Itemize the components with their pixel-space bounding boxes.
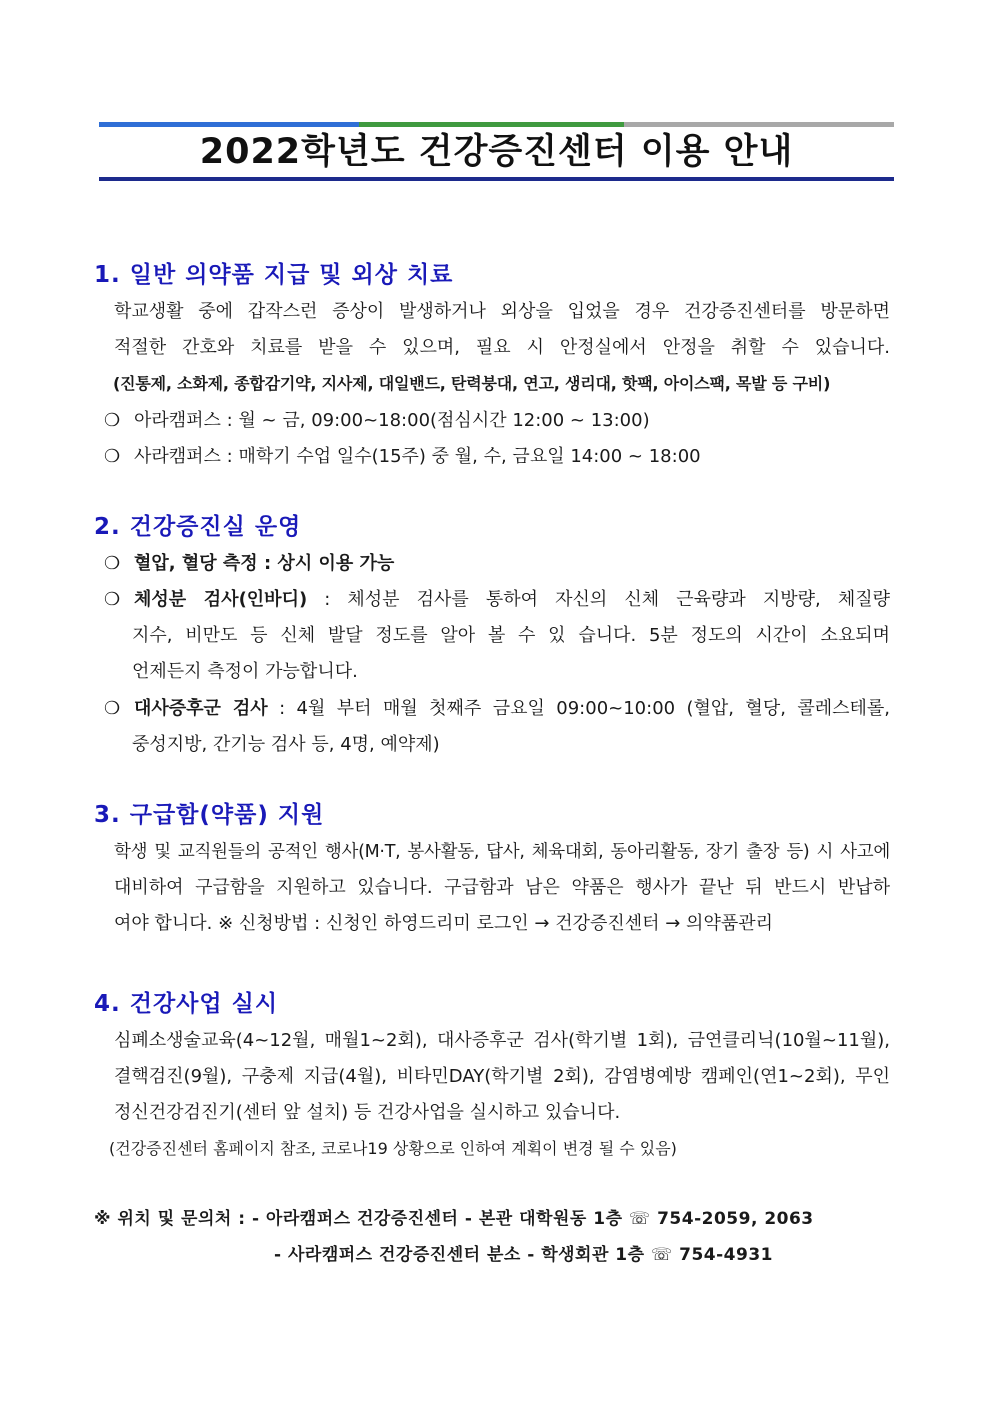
section-2-inbody-line-2: 지수, 비만도 등 신체 발달 정도를 알아 볼 수 있 습니다. 5분 정도의 시간이 소요되며 bbox=[132, 625, 890, 646]
section-3-heading: 3. 구급함(약품) 지원 bbox=[94, 802, 325, 828]
inbody-description: : 체성분 검사를 통하여 자신의 신체 근육량과 지방량, 체질량 bbox=[307, 589, 890, 610]
section-4-heading: 4. 건강사업 실시 bbox=[94, 991, 279, 1017]
bullet-circle-icon: ❍ bbox=[104, 410, 121, 431]
contact-line-ara: ※ 위치 및 문의처 : - 아라캠퍼스 건강증진센터 - 본관 대학원동 1층 ☏ 754-2059, 2063 bbox=[94, 1209, 814, 1229]
title-top-bar bbox=[99, 122, 894, 127]
title-bottom-bar bbox=[99, 177, 894, 181]
metabolic-test-label: 대사증후군 검사 bbox=[134, 698, 268, 719]
section-4-note: (건강증진센터 홈페이지 참조, 코로나19 상황으로 인하여 계획이 변경 될 수 있음) bbox=[109, 1139, 677, 1158]
contact-line-sara: - 사라캠퍼스 건강증진센터 분소 - 학생회관 1층 ☏ 754-4931 bbox=[274, 1245, 773, 1265]
section-1-bullet-ara bbox=[104, 409, 890, 433]
inbody-label: 체성분 검사(인바디) bbox=[134, 589, 308, 610]
page-title: 2022학년도 건강증진센터 이용 안내 bbox=[199, 132, 794, 172]
section-3-line-1: 학생 및 교직원들의 공적인 행사(M·T, 봉사활동, 답사, 체육대회, 동아리활동, 장기 출장 등) 시 사고에 bbox=[114, 842, 890, 862]
ara-campus-hours: 아라캠퍼스 : 월 ~ 금, 09:00~18:00(점심시간 12:00 ~ 13:00) bbox=[134, 410, 650, 431]
title-bar-green-segment bbox=[359, 122, 624, 127]
section-1-bullet-sara bbox=[104, 445, 890, 469]
section-3-line-2: 대비하여 구급함을 지원하고 있습니다. 구급함과 남은 약품은 행사가 끝난 뒤 반드시 반납하 bbox=[114, 877, 890, 898]
section-4-line-1: 심폐소생술교육(4~12월, 매월1~2회), 대사증후군 검사(학기별 1회), 금연클리닉(10월~11월), bbox=[114, 1030, 890, 1051]
blood-pressure-sugar-measurement: 혈압, 혈당 측정 : 상시 이용 가능 bbox=[134, 553, 395, 574]
section-1-supplies-list: (진통제, 소화제, 종합감기약, 지사제, 대일밴드, 탄력붕대, 연고, 생리대, 핫팩, 아이스팩, 목발 등 구비) bbox=[113, 374, 831, 393]
title-bar-gray-segment bbox=[624, 122, 894, 127]
section-2-metabolic-line-2: 중성지방, 간기능 검사 등, 4명, 예약제) bbox=[132, 734, 440, 755]
section-2-bullet-blood bbox=[104, 552, 890, 576]
section-4-line-3: 정신건강검진기(센터 앞 설치) 등 건강사업을 실시하고 있습니다. bbox=[114, 1102, 621, 1123]
section-1-line-2: 적절한 간호와 치료를 받을 수 있으며, 필요 시 안정실에서 안정을 취할 수 있습니다. bbox=[114, 337, 890, 358]
section-4-line-2: 결핵검진(9월), 구충제 지급(4월), 비타민DAY(학기별 2회), 감염병예방 캠페인(연1~2회), 무인 bbox=[114, 1066, 890, 1087]
sara-campus-hours: 사라캠퍼스 : 매학기 수업 일수(15주) 중 월, 수, 금요일 14:00 ~ 18:00 bbox=[134, 446, 701, 467]
section-1-line-1: 학교생활 중에 갑작스런 증상이 발생하거나 외상을 입었을 경우 건강증진센터를 방문하면 bbox=[114, 301, 890, 322]
bullet-circle-icon: ❍ bbox=[104, 446, 121, 467]
section-2-bullet-metabolic bbox=[104, 697, 890, 721]
title-bar-blue-segment bbox=[99, 122, 359, 127]
section-2-bullet-inbody bbox=[104, 588, 890, 612]
section-3-line-3: 여야 합니다. ※ 신청방법 : 신청인 하영드리미 로그인 → 건강증진센터 → 의약품관리 bbox=[114, 913, 773, 934]
bullet-circle-icon: ❍ bbox=[104, 553, 121, 574]
bullet-circle-icon: ❍ bbox=[104, 698, 121, 719]
section-2-inbody-line-3: 언제든지 측정이 가능합니다. bbox=[132, 661, 358, 682]
section-1-heading: 1. 일반 의약품 지급 및 외상 치료 bbox=[94, 262, 454, 288]
bullet-circle-icon: ❍ bbox=[104, 589, 121, 610]
section-2-heading: 2. 건강증진실 운영 bbox=[94, 514, 302, 540]
metabolic-test-description: : 4월 부터 매월 첫째주 금요일 09:00~10:00 (혈압, 혈당, 콜레스테롤, bbox=[267, 698, 890, 719]
